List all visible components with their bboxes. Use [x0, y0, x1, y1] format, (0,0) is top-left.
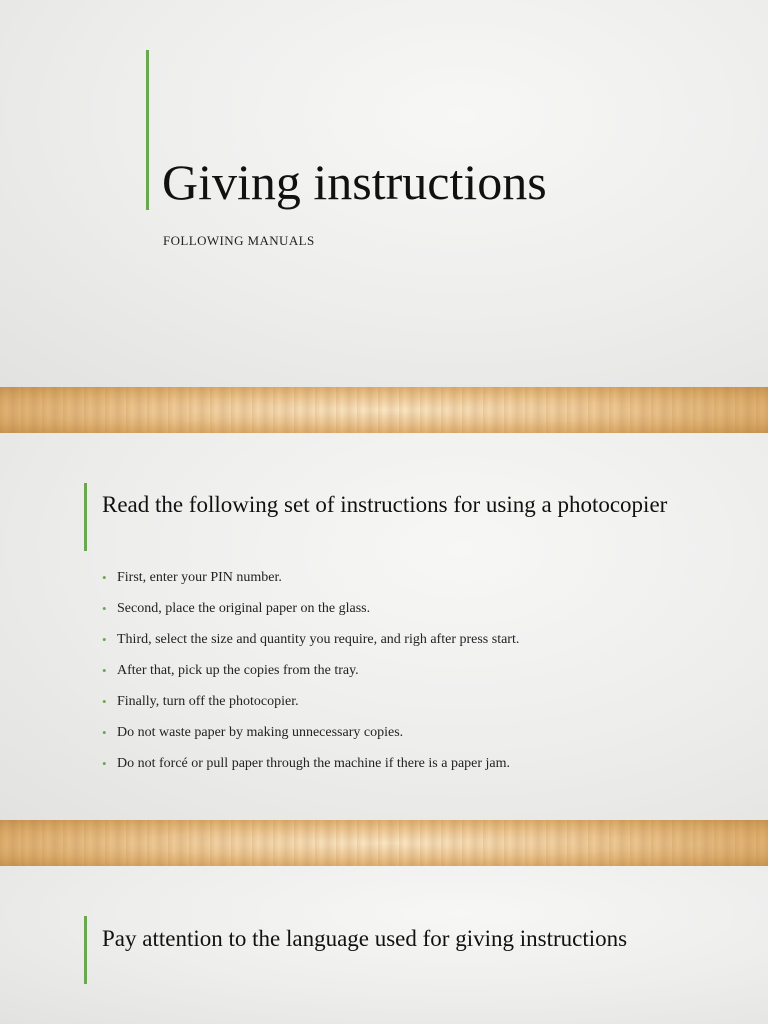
bullet-icon: •: [102, 725, 107, 740]
slide-2-accent-bar: [84, 483, 87, 551]
wood-separator-1: [0, 387, 768, 433]
bullet-icon: •: [102, 663, 107, 678]
slide-2-heading: Read the following set of instructions for using a photocopier: [102, 492, 668, 517]
list-item: [100, 630, 519, 661]
list-item: [100, 599, 519, 630]
bullet-icon: •: [102, 632, 107, 647]
list-item: [100, 723, 519, 754]
bullet-icon: •: [102, 570, 107, 585]
slide-1: [0, 0, 768, 387]
bullet-icon: •: [102, 694, 107, 709]
list-item-text: Do not forcé or pull paper through the machine if there is a paper jam.: [117, 756, 511, 771]
bullet-icon: •: [102, 601, 107, 616]
list-item: [100, 754, 519, 785]
list-item-text: First, enter your PIN number.: [117, 570, 282, 585]
list-item: [100, 568, 519, 599]
slide-3-heading: Pay attention to the language used for giving instructions: [102, 926, 628, 951]
list-item-text: Do not waste paper by making unnecessary copies.: [117, 725, 404, 740]
list-item-text: After that, pick up the copies from the tray.: [117, 663, 359, 678]
slide-1-accent-bar: [146, 50, 149, 210]
list-item: [100, 692, 519, 723]
list-item-text: Second, place the original paper on the glass.: [117, 601, 371, 616]
slide-3-accent-bar: [84, 916, 87, 984]
bullet-icon: •: [102, 756, 107, 771]
list-item-text: Third, select the size and quantity you require, and righ after press start.: [117, 632, 520, 647]
list-item-text: Finally, turn off the photocopier.: [117, 694, 299, 709]
instruction-list: [100, 568, 519, 785]
list-item: [100, 661, 519, 692]
wood-separator-2: [0, 820, 768, 866]
slide-1-title: Giving instructions: [162, 154, 547, 210]
slide-3: [0, 866, 768, 1024]
slide-1-subtitle: FOLLOWING MANUALS: [163, 233, 315, 248]
